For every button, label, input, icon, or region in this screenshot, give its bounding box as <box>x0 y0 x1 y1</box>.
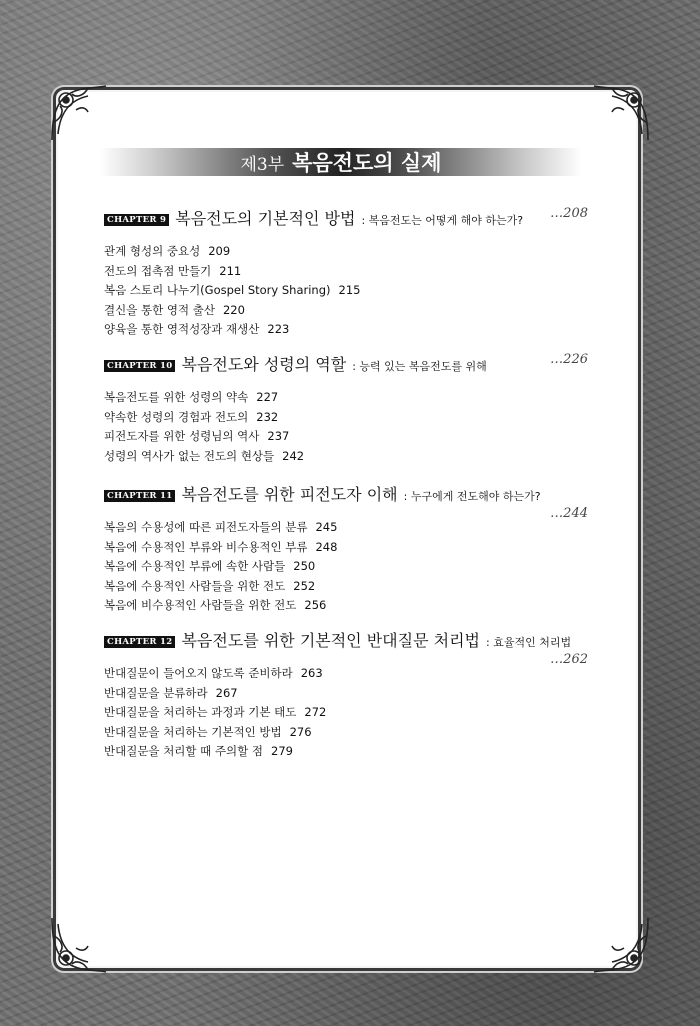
list-item[interactable]: 전도의 접촉점 만들기 211 <box>104 263 242 278</box>
list-item[interactable]: 약속한 성령의 경험과 전도의 232 <box>104 409 279 424</box>
chapter-heading <box>104 628 588 667</box>
chapter-heading <box>104 352 588 378</box>
chapter-10 <box>104 352 588 466</box>
list-item[interactable]: 반대질문을 처리하는 과정과 기본 태도 272 <box>104 705 327 719</box>
list-item[interactable]: 복음에 수용적인 부류와 비수용적인 부류 248 <box>104 539 338 554</box>
list-item[interactable]: 복음에 수용적인 부류에 속한 사람들 250 <box>104 559 316 573</box>
ornament-corner-bottom-left <box>48 914 110 976</box>
part-name: 복음전도의 실제 <box>292 150 442 175</box>
list-item[interactable]: 복음에 비수용적인 사람들을 위한 전도 256 <box>104 598 327 612</box>
chapter-subtitle: : 능력 있는 복음전도를 위해 <box>352 360 487 373</box>
ornament-corner-top-left <box>48 82 110 144</box>
list-item[interactable]: 관계 형성의 중요성 209 <box>104 244 231 258</box>
chapter-heading <box>104 206 588 232</box>
chapter-subtitle: : 효율적인 처리법 <box>486 636 572 649</box>
section-list <box>104 518 584 616</box>
part-title <box>241 147 442 177</box>
list-item[interactable]: 복음의 수용성에 따른 피전도자들의 분류 245 <box>104 520 338 534</box>
list-item[interactable]: 결신을 통한 영적 출산 220 <box>104 302 245 317</box>
chapter-9 <box>104 206 588 340</box>
chapter-subtitle: : 누구에게 전도해야 하는가? <box>403 490 541 503</box>
section-list <box>104 664 584 762</box>
list-item[interactable]: 성령의 역사가 없는 전도의 현상들 242 <box>104 448 305 463</box>
list-item[interactable]: 양육을 통한 영적성장과 재생산 223 <box>104 322 290 336</box>
ornament-corner-bottom-right <box>590 914 652 976</box>
list-item[interactable]: 반대질문이 들어오지 않도록 준비하라 263 <box>104 666 323 680</box>
list-item[interactable]: 반대질문을 분류하라 267 <box>104 685 238 700</box>
chapter-title[interactable]: 복음전도와 성령의 역할 <box>181 355 347 374</box>
chapter-page-number: …208 <box>550 206 588 221</box>
chapter-subtitle: : 복음전도는 어떻게 해야 하는가? <box>361 214 524 227</box>
chapter-12 <box>104 628 588 762</box>
section-list <box>104 242 584 340</box>
list-item[interactable]: 복음에 수용적인 사람들을 위한 전도 252 <box>104 578 316 593</box>
section-list <box>104 388 584 466</box>
list-item[interactable]: 반대질문을 처리하는 기본적인 방법 276 <box>104 724 312 739</box>
list-item[interactable]: 피전도자를 위한 성령님의 역사 237 <box>104 429 290 443</box>
chapter-label: CHAPTER 9 <box>104 214 169 226</box>
ornament-corner-top-right <box>590 82 652 144</box>
chapter-page-number: …226 <box>550 352 588 367</box>
chapter-title[interactable]: 복음전도를 위한 피전도자 이해 <box>181 485 398 504</box>
list-item[interactable]: 반대질문을 처리할 때 주의할 점 279 <box>104 744 293 758</box>
chapter-label: CHAPTER 11 <box>104 490 175 502</box>
chapter-page-number: …262 <box>550 652 588 667</box>
chapter-11 <box>104 482 588 616</box>
chapter-title[interactable]: 복음전도를 위한 기본적인 반대질문 처리법 <box>181 631 481 650</box>
part-number: 제3부 <box>240 155 285 175</box>
chapter-page-number: …244 <box>550 506 588 521</box>
chapter-title[interactable]: 복음전도의 기본적인 방법 <box>175 209 356 228</box>
part-banner <box>100 148 582 176</box>
list-item[interactable]: 복음전도를 위한 성령의 약속 227 <box>104 390 279 404</box>
chapter-label: CHAPTER 10 <box>104 360 175 372</box>
list-item[interactable]: 복음 스토리 나누기(Gospel Story Sharing) 215 <box>104 283 361 297</box>
chapter-label: CHAPTER 12 <box>104 636 175 648</box>
chapter-heading <box>104 482 588 521</box>
